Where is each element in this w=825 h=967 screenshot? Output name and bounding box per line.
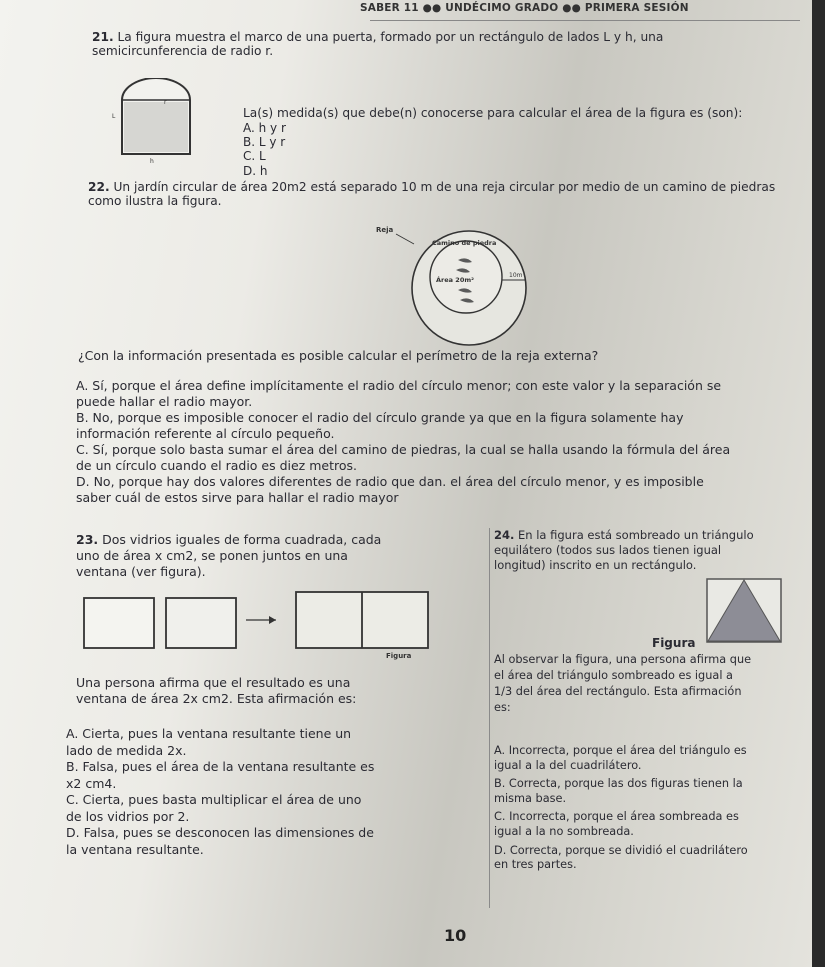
header-rule — [370, 20, 800, 21]
q22-options — [76, 378, 801, 506]
q24-figure-label: Figura — [652, 636, 696, 650]
column-divider — [489, 528, 490, 908]
q23-figure-label: Figura — [386, 652, 412, 660]
q22-number: 22. — [88, 180, 110, 194]
q21-door-figure — [110, 78, 200, 168]
q21-figure-r: r — [164, 99, 167, 106]
q23-window-figure — [80, 590, 440, 662]
header-session: PRIMERA SESIÓN — [584, 2, 689, 14]
header-grade: UNDÉCIMO GRADO — [445, 2, 559, 14]
q22-option-c: C. Sí, porque solo basta sumar el área del camino de piedras, la cual se halla usando la fórmula del área de un círculo cuando el radio es diez metros. — [76, 442, 731, 473]
q21-figure-l: h — [150, 158, 154, 165]
q24-option-c: C. Incorrecta, porque el área sombreada es igual a la no sombreada. — [494, 810, 739, 838]
header-prefix: SABER 11 ●● — [360, 2, 446, 14]
q22-question: ¿Con la información presentada es posible calcular el perímetro de la reja externa? — [78, 348, 599, 363]
q21-stem — [92, 30, 782, 58]
q22-option-d: D. No, porque hay dos valores diferentes de radio que dan. el área del círculo menor, y es imposible saber cuál de estos sirve para hallar el radio mayor — [76, 474, 704, 505]
q21-option-b: B. L y r — [243, 135, 286, 149]
q21-stem-text: La figura muestra el marco de una puerta, formado por un rectángulo de lados L y h, una semicircunferencia de radio r. — [92, 30, 664, 58]
q22-label-reja: Reja — [376, 226, 394, 234]
q23-number: 23. — [76, 532, 99, 547]
q23-option-a: A. Cierta, pues la ventana resultante tiene un lado de medida 2x. — [66, 726, 352, 758]
q22-stem — [88, 180, 793, 208]
q24-option-a: A. Incorrecta, porque el área del triángulo es igual a la del cuadrilátero. — [494, 744, 747, 772]
page-header — [360, 2, 689, 14]
q21-figure-h: L — [112, 113, 116, 120]
q22-label-area: Área 20m² — [436, 276, 474, 284]
q22-option-b: B. No, porque es imposible conocer el radio del círculo grande ya que en la figura solamente hay información referente al círculo pequeño. — [76, 410, 684, 441]
q23-options — [66, 726, 486, 858]
q21-option-d: D. h — [243, 164, 268, 178]
q22-stem-text: Un jardín circular de área 20m2 está separado 10 m de una reja circular por medio de un camino de piedras como ilustra la figura. — [88, 180, 776, 208]
q24-stem: 24. En la figura está sombreado un triángulo equilátero (todos sus lados tienen igual longitud) inscrito en un rectángulo. — [494, 528, 754, 572]
q23-option-b: B. Falsa, pues el área de la ventana resultante es x2 cm4. — [66, 759, 375, 791]
q23-option-d: D. Falsa, pues se desconocen las dimensiones de la ventana resultante. — [66, 825, 374, 857]
q24-triangle-figure — [705, 577, 785, 647]
q21-option-c: C. L — [243, 149, 266, 163]
q22-garden-figure — [370, 222, 565, 347]
q23-glass-2 — [166, 598, 236, 648]
header-separator: ●● — [558, 2, 585, 14]
q23-option-c: C. Cierta, pues basta multiplicar el área de uno de los vidrios por 2. — [66, 792, 362, 824]
q22-label-dist: 10m — [509, 272, 523, 279]
page-number: 10 — [444, 926, 467, 945]
q23-claim: Una persona afirma que el resultado es una ventana de área 2x cm2. Esta afirmación es: — [76, 675, 357, 706]
q21-number: 21. — [92, 30, 114, 44]
q22-label-camino: Camino de piedra — [432, 239, 497, 247]
q21-question: La(s) medida(s) que debe(n) conocerse para calcular el área de la figura es (son): — [243, 106, 743, 120]
q22-option-a: A. Sí, porque el área define implícitamente el radio del círculo menor; con este valor y la separación se puede hallar el radio mayor. — [76, 378, 722, 409]
q23-stem: 23. Dos vidrios iguales de forma cuadrada, cada uno de área x cm2, se ponen juntos en una ventana (ver figura). — [76, 532, 382, 579]
q23-glass-1 — [84, 598, 154, 648]
q24-number: 24. — [494, 528, 515, 542]
q24-claim: Al observar la figura, una persona afirma que el área del triángulo sombreado es igual a 1/3 del área del rectángulo. Esta afirmación es: — [494, 653, 752, 714]
q24-options — [494, 744, 806, 873]
q24-option-b: B. Correcta, porque las dos figuras tienen la misma base. — [494, 777, 743, 805]
q23-arrow-icon — [269, 616, 276, 624]
q21-option-a: A. h y r — [243, 121, 286, 135]
q24-option-d: D. Correcta, porque se dividió el cuadrilátero en tres partes. — [494, 843, 748, 872]
